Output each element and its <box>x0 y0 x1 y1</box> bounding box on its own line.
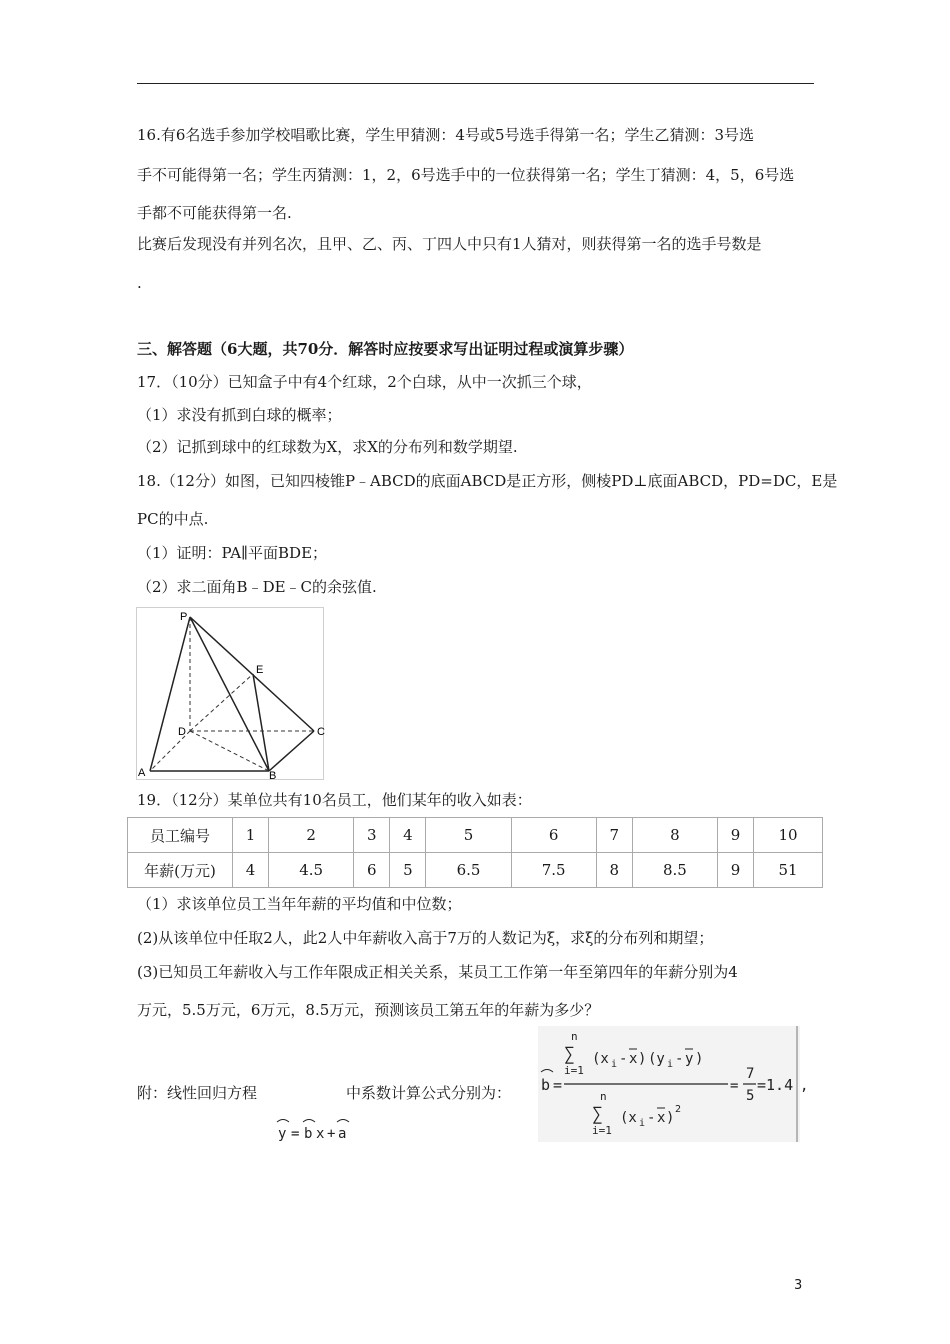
q16-line-4: 比赛后发现没有并列名次，且甲、乙、丙、丁四人中只有1人猜对，则获得第一名的选手号数是 <box>137 235 762 253</box>
table-row-salary <box>128 853 823 888</box>
q18-part-1: （1）证明：PA∥平面BDE； <box>137 544 328 562</box>
svg-text:(x: (x <box>592 1051 609 1067</box>
edge-DB <box>190 731 269 771</box>
table-cell: 6 <box>354 853 390 888</box>
table-cell: 8.5 <box>632 853 717 888</box>
label-C: C <box>317 726 325 738</box>
svg-text:b: b <box>541 1076 551 1094</box>
svg-text:b: b <box>304 1126 313 1142</box>
svg-text:y: y <box>278 1126 287 1142</box>
svg-text:x: x <box>629 1051 638 1067</box>
svg-text:=: = <box>291 1126 300 1142</box>
note-suffix: 中系数计算公式分别为： <box>346 1084 512 1102</box>
svg-text:=1.4: =1.4 <box>757 1076 794 1094</box>
table-cell: 4 <box>233 853 269 888</box>
table-cell: 2 <box>269 818 354 853</box>
section-heading: 三、解答题（6大题，共70分．解答时应按要求写出证明过程或演算步骤） <box>137 340 634 358</box>
svg-text:7: 7 <box>746 1066 755 1082</box>
q19-part-2: (2)从该单位中任取2人，此2人中年薪收入高于7万的人数记为ξ，求ξ的分布列和期望； <box>137 929 714 947</box>
svg-text:n: n <box>571 1030 578 1043</box>
table-cell: 4 <box>390 818 426 853</box>
q17-stem: 17．（10分）已知盒子中有4个红球，2个白球，从中一次抓三个球， <box>137 373 592 391</box>
q19-part-3b: 万元，5.5万元，6万元，8.5万元，预测该员工第五年的年薪为多少？ <box>137 1001 600 1019</box>
table-header-salary: 年薪(万元) <box>128 853 233 888</box>
label-B: B <box>269 770 277 782</box>
svg-text:i: i <box>667 1059 674 1070</box>
note-prefix: 附：线性回归方程 <box>137 1084 258 1102</box>
table-cell: 8 <box>596 853 632 888</box>
label-A: A <box>138 767 146 779</box>
svg-text:=: = <box>730 1078 739 1094</box>
q19-part-3a: (3)已知员工年薪收入与工作年限成正相关关系，某员工工作第一年至第四年的年薪分别为4 <box>137 963 738 981</box>
svg-text:i: i <box>611 1059 618 1070</box>
table-cell: 5 <box>390 853 426 888</box>
table-cell: 3 <box>354 818 390 853</box>
table-cell: 5 <box>426 818 511 853</box>
svg-text:∑: ∑ <box>592 1104 603 1125</box>
q16-line-5: . <box>137 274 142 292</box>
header-rule <box>137 83 814 84</box>
table-cell: 51 <box>754 853 823 888</box>
edge-PB <box>190 617 269 771</box>
table-cell: 1 <box>233 818 269 853</box>
label-P: P <box>180 611 188 623</box>
svg-text:): ) <box>666 1110 675 1126</box>
q18-stem-1: 18.（12分）如图，已知四棱锥P﹣ABCD的底面ABCD是正方形，侧棱PD⊥底面ABCD，PD=DC，E是 <box>137 472 838 490</box>
q16-line-1: 16.有6名选手参加学校唱歌比赛，学生甲猜测：4号或5号选手得第一名；学生乙猜测：3号选 <box>137 126 755 144</box>
svg-text:x: x <box>316 1126 325 1142</box>
svg-text:x: x <box>657 1110 666 1126</box>
svg-text:i=1: i=1 <box>592 1124 612 1137</box>
table-row-id <box>128 818 823 853</box>
q16-line-2: 手不可能得第一名；学生丙猜测：1，2，6号选手中的一位获得第一名；学生丁猜测：4，5，6号选 <box>137 166 795 184</box>
table-cell: 9 <box>718 853 754 888</box>
pyramid-figure <box>136 607 324 780</box>
salary-table <box>127 817 823 888</box>
svg-text:(x: (x <box>620 1110 637 1126</box>
table-header-id: 员工编号 <box>128 818 233 853</box>
svg-text:+: + <box>327 1126 336 1142</box>
table-cell: 9 <box>718 818 754 853</box>
svg-text:): ) <box>638 1051 647 1067</box>
q18-stem-2: PC的中点. <box>137 510 209 528</box>
page-number: 3 <box>794 1278 803 1293</box>
q19-part-1: （1）求该单位员工当年年薪的平均值和中位数； <box>137 895 462 913</box>
table-cell: 7.5 <box>511 853 596 888</box>
table-cell: 4.5 <box>269 853 354 888</box>
q16-line-3: 手都不可能获得第一名. <box>137 204 292 222</box>
svg-text:i: i <box>639 1118 646 1129</box>
label-E: E <box>256 664 264 676</box>
svg-text:∑: ∑ <box>564 1044 575 1065</box>
table-cell: 6.5 <box>426 853 511 888</box>
table-cell: 10 <box>754 818 823 853</box>
q17-part-1: （1）求没有抓到白球的概率； <box>137 406 342 424</box>
q18-part-2: （2）求二面角B﹣DE﹣C的余弦值. <box>137 578 377 596</box>
table-cell: 7 <box>596 818 632 853</box>
svg-text:-: - <box>619 1051 628 1067</box>
q19-stem: 19．（12分）某单位共有10名员工，他们某年的收入如表： <box>137 791 532 809</box>
edge-PC <box>190 617 314 731</box>
edge-BC <box>269 731 314 771</box>
edge-PA <box>150 617 190 771</box>
svg-text:): ) <box>695 1051 704 1067</box>
q17-part-2: （2）记抓到球中的红球数为X，求X的分布列和数学期望. <box>137 438 518 456</box>
label-D: D <box>178 726 186 738</box>
table-cell: 8 <box>632 818 717 853</box>
regression-equation <box>274 1114 364 1146</box>
coefficient-formula <box>538 1026 809 1142</box>
svg-text:2: 2 <box>675 1104 682 1115</box>
table-cell: 6 <box>511 818 596 853</box>
svg-text:-: - <box>675 1051 684 1067</box>
svg-text:=: = <box>553 1076 563 1094</box>
svg-text:(y: (y <box>648 1051 665 1067</box>
svg-text:i=1: i=1 <box>564 1064 584 1077</box>
svg-text:,: , <box>800 1078 809 1094</box>
svg-text:-: - <box>647 1110 656 1126</box>
svg-text:a: a <box>338 1126 347 1142</box>
svg-text:y: y <box>685 1051 694 1067</box>
svg-text:5: 5 <box>746 1088 755 1104</box>
svg-text:n: n <box>600 1090 607 1103</box>
